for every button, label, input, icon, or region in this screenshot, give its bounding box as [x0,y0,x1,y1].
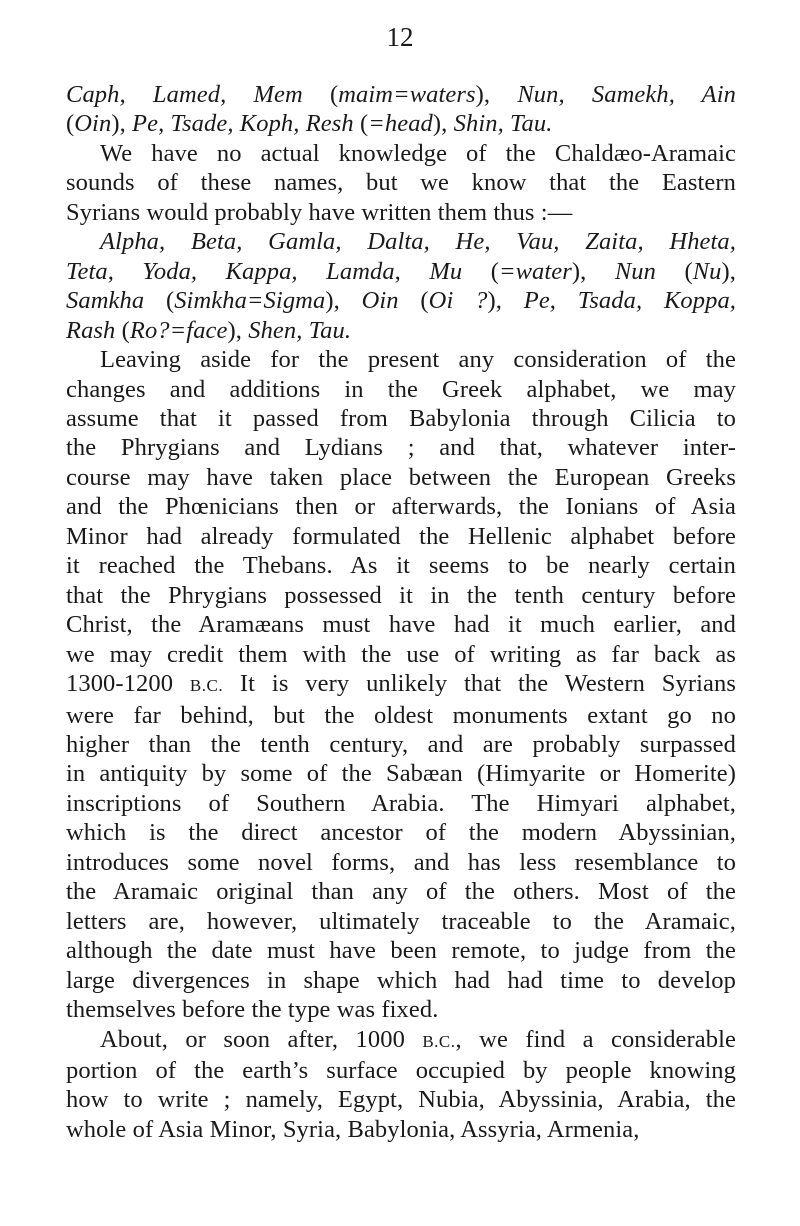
text-run: ( [656,257,693,285]
text-line [66,404,736,433]
paragraph-alphabet-names-syrian [66,227,736,345]
text-line [66,610,736,639]
text-line [66,995,736,1024]
text-run: introduces some novel forms, and has less resemblance to [66,848,736,876]
text-run: , we find a considerable [455,1025,736,1053]
text-run: although the date must have been remote, to judge from the [66,937,736,965]
text-line [66,168,736,197]
small-caps-text: B.C. [422,1031,456,1051]
text-run: ( [353,110,369,138]
text-run: themselves before the type was fixed. [66,996,439,1024]
italic-text: Shin, Tau. [453,110,553,138]
italic-text: =water [498,257,572,285]
text-run: letters are, however, ultimately traceable to the Aramaic, [66,907,736,935]
text-line [66,227,736,256]
text-line [66,286,736,315]
text-run: ( [462,257,499,285]
text-line [66,966,736,995]
text-run: Leaving aside for the present any consideration of the [100,346,736,374]
text-run: and the Phœnicians then or afterwards, the Ionians of Asia [66,493,736,521]
italic-text: Pe, Tsada, Koppa, [523,287,737,315]
text-run: We have no actual knowledge of the Chaldæo-Aramaic [100,139,736,167]
text-run: how to write ; namely, Egypt, Nubia, Abyssinia, Arabia, the [66,1086,736,1114]
italic-text: Pe, Tsade, Koph, Resh [132,110,354,138]
text-line [66,551,736,580]
text-run: it reached the Thebans. As it seems to be nearly certain [66,552,736,580]
text-line [66,1025,736,1056]
paragraph-greek-alphabet-history [66,345,736,1024]
text-line [66,907,736,936]
text-run: changes and additions in the Greek alphabet, we may [66,375,736,403]
italic-text: Nun [614,257,657,285]
text-run: ), [571,257,615,285]
text-run: in antiquity by some of the Sabæan (Himyarite or Homerite) [66,760,736,788]
text-run: 1300-1200 [66,670,190,698]
text-run: which is the direct ancestor of the modern Abyssinian, [66,819,736,847]
text-run: ( [66,110,75,138]
small-caps-text: B.C. [189,676,224,696]
text-run: ), [325,287,362,315]
text-run: ( [302,81,339,108]
text-run: whole of Asia Minor, Syria, Babylonia, Assyria, Armenia, [66,1115,640,1143]
italic-text: Oin [361,287,399,315]
text-line [66,848,736,877]
text-line [66,522,736,551]
text-run: were far behind, but the oldest monuments extant go no [66,701,736,729]
italic-text: Teta, Yoda, Kappa, Lamda, Mu [66,257,463,285]
italic-text: Caph, Lamed, Mem [66,81,303,108]
italic-text: =head [368,110,433,138]
text-run: ( [144,287,175,315]
text-line [66,139,736,168]
text-line [66,109,736,138]
text-line [66,701,736,730]
text-run: ), [111,110,133,138]
italic-text: Oi ? [428,287,488,315]
text-line [66,877,736,906]
text-run: the Phrygians and Lydians ; and that, whatever inter- [66,434,736,462]
text-line [66,433,736,462]
text-line [66,463,736,492]
page-number: 12 [386,22,414,52]
italic-text: Simkha=Sigma [174,287,326,315]
text-run: sounds of these names, but we know that the Eastern [66,169,736,197]
text-run: inscriptions of Southern Arabia. The Himyari alphabet, [66,789,736,817]
text-line [66,730,736,759]
text-line [66,1085,736,1114]
text-run: ), [432,110,454,138]
text-run: that the Phrygians possessed it in the tenth century before [66,581,736,609]
text-run: assume that it passed from Babylonia through Cilicia to [66,404,736,432]
italic-text: Samkha [66,287,145,315]
text-line [66,640,736,669]
italic-text: Nun, Samekh, Ain [517,81,736,108]
text-line [66,345,736,374]
body-text [66,80,736,1144]
text-run: the Aramaic original than any of the others. Most of the [66,878,736,906]
text-line [66,936,736,965]
text-run: About, or soon after, 1000 [100,1025,423,1053]
italic-text: Rash [66,316,116,344]
text-run: we may credit them with the use of writing as far back as [66,640,736,668]
text-run: ), [721,257,737,285]
text-run: ( [115,316,130,344]
paragraph-chaldaeo-aramaic-note [66,139,736,227]
text-run: ), [227,316,249,344]
text-line [66,492,736,521]
text-line [66,316,736,345]
text-run: It is very unlikely that the Western Syrians [223,670,736,698]
text-run: portion of the earth’s surface occupied by people knowing [66,1056,736,1084]
text-run: higher than the tenth century, and are probably surpassed [66,730,736,758]
text-line [66,257,736,286]
text-run: course may have taken place between the European Greeks [66,463,736,491]
text-run: Minor had already formulated the Hellenic alphabet before [66,522,736,550]
text-line [66,1115,736,1144]
text-run: Syrians would probably have written them thus :— [66,198,573,226]
text-run: ), [487,287,524,315]
italic-text: maim=waters [338,81,476,108]
text-line [66,669,736,700]
italic-text: Ro?=face [129,316,228,344]
text-run: ( [398,287,429,315]
italic-text: Alpha, Beta, Gamla, Dalta, He, Vau, Zaita, Hheta, [100,228,736,256]
text-run: large divergences in shape which had had time to develop [66,966,736,994]
text-line [66,818,736,847]
italic-text: Nu [692,257,722,285]
text-line [66,80,736,109]
text-line [66,581,736,610]
paragraph-writing-spread [66,1025,736,1145]
text-line [66,375,736,404]
italic-text: Shen, Tau. [248,316,352,344]
paragraph-alphabet-names-hebrew [66,80,736,139]
text-line [66,759,736,788]
text-line [66,1056,736,1085]
italic-text: Oin [74,110,112,138]
text-line [66,198,736,227]
text-line [66,789,736,818]
text-run: Christ, the Aramæans must have had it much earlier, and [66,611,736,639]
text-run: ), [475,81,518,108]
